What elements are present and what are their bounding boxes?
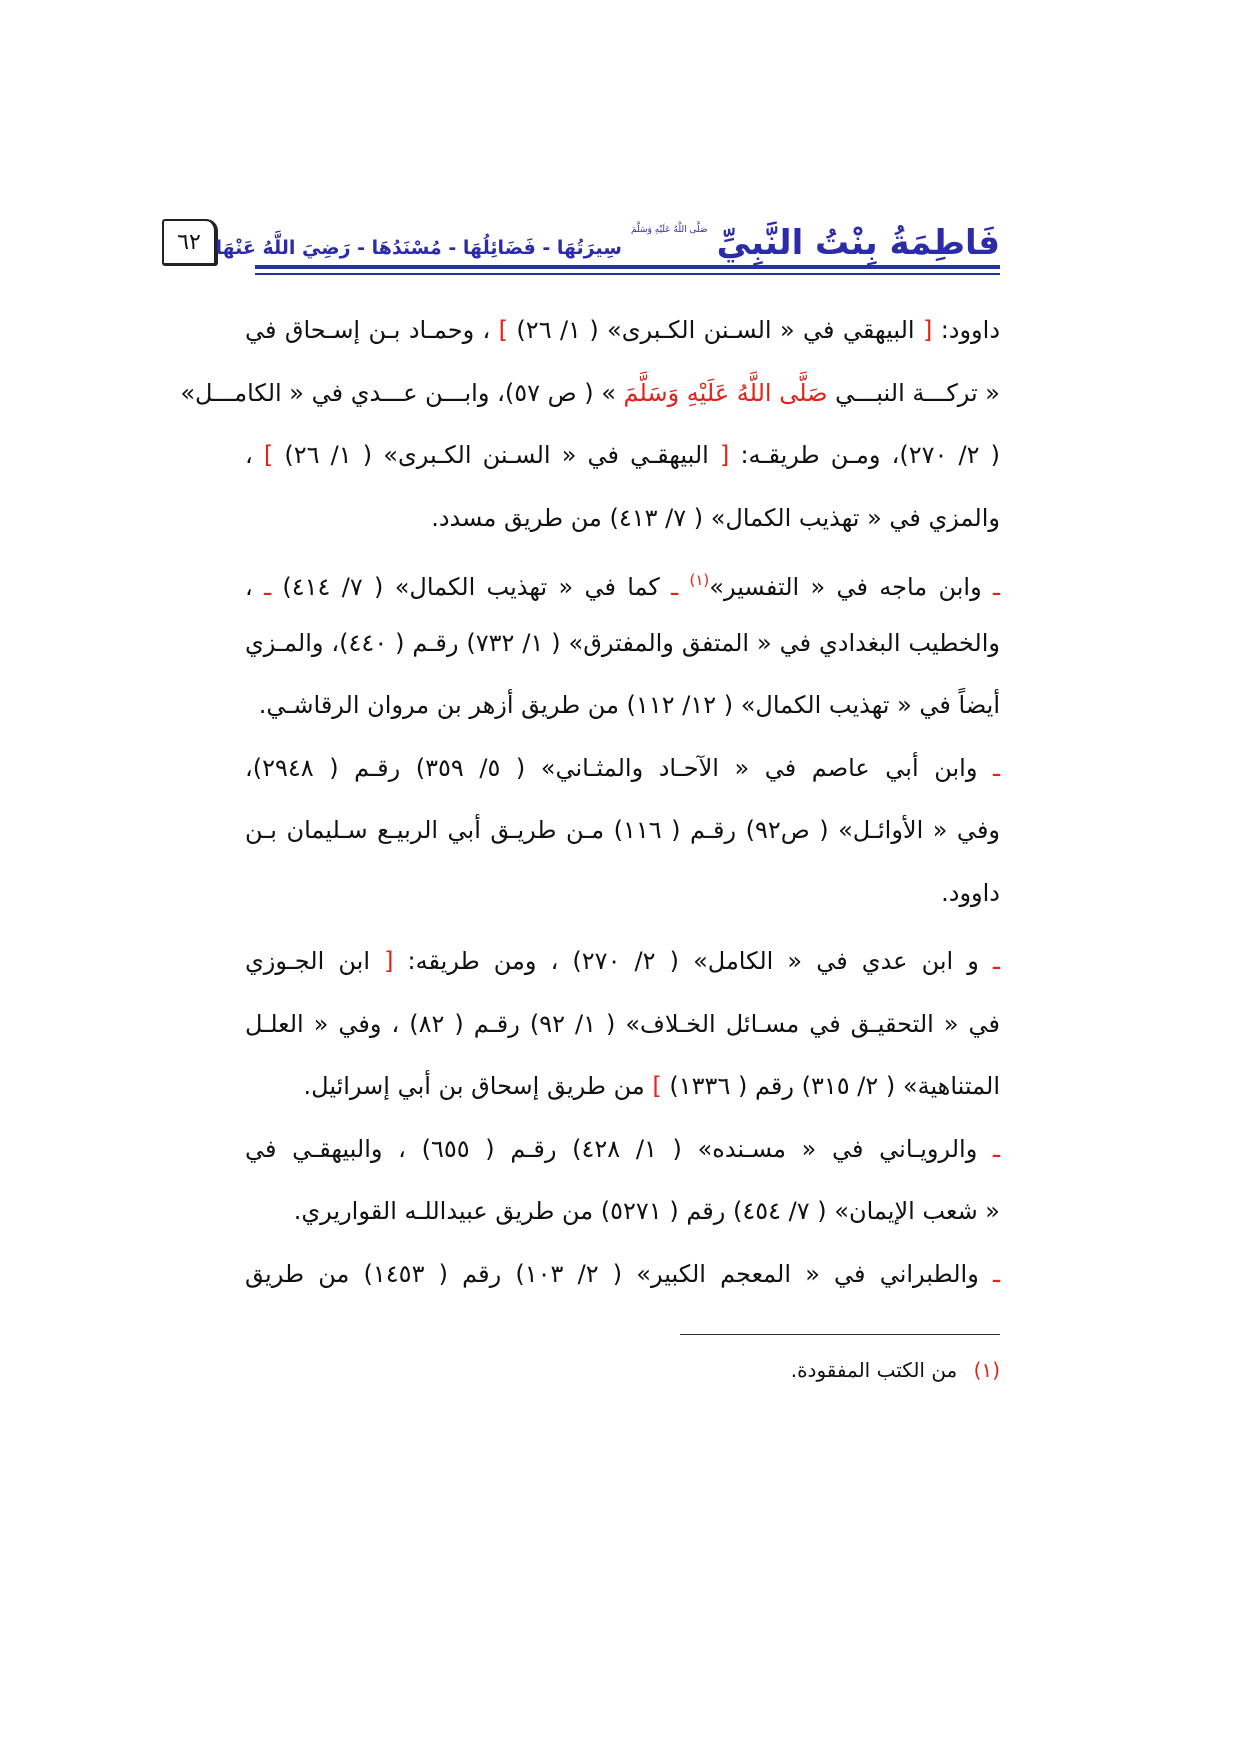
page-number-box <box>162 219 218 266</box>
header-rule-thick <box>255 265 1000 269</box>
paragraph <box>245 737 1000 925</box>
text-segment: ، وحمـاد بـن إسـحاق في <box>245 316 499 344</box>
text-segment: داوود: <box>932 316 1000 344</box>
highlighted-text: ـ <box>992 1259 1000 1288</box>
footnote-ref: (١) <box>689 571 710 589</box>
running-header-title <box>215 190 1000 270</box>
footnote-item <box>245 1350 1000 1390</box>
text-line <box>245 930 1000 993</box>
highlighted-text: [ <box>922 316 933 344</box>
highlighted-text: ـ <box>264 573 272 601</box>
text-line <box>245 862 1000 925</box>
highlighted-text: ] <box>263 441 274 469</box>
footnote-text: من الكتب المفقودة. <box>790 1358 958 1382</box>
highlighted-text: ـ <box>992 1134 1001 1163</box>
text-segment: « تركـــة النبـــي <box>827 378 1000 407</box>
text-segment: أيضاً في « تهذيب الكمال» ( ١٢/ ١١٢) من طريق أزهر بن مروان الرقاشـي. <box>258 691 1000 719</box>
text-line <box>245 799 1000 862</box>
paragraph <box>245 930 1000 1118</box>
text-segment: في « التحقيـق في مسـائل الخـلاف» ( ١/ ٩٢) رقـم ( ٨٢) ، وفي « العلـل <box>245 1009 1000 1038</box>
highlighted-text: ـ <box>992 753 1000 782</box>
text-segment: وابن أبي عاصم في « الآحـاد والمثـاني» ( ٥/ ٣٥٩) رقـم ( ٢٩٤٨)، <box>245 753 993 782</box>
text-line <box>245 612 1000 675</box>
text-segment: وفي « الأوائـل» ( ص٩٢) رقـم ( ١١٦) مـن طريـق أبي الربيـع سـليمان بـن <box>245 816 1001 844</box>
text-segment: داوود. <box>941 878 1000 907</box>
highlighted-text: [ <box>384 947 394 975</box>
text-line <box>245 299 1000 362</box>
text-segment: من طريق إسحاق بن أبي إسرائيل. <box>303 1072 653 1100</box>
book-title: فَاطِمَةُ بِنْتُ النَّبِيِّ <box>716 223 1000 263</box>
text-line <box>245 737 1000 800</box>
text-segment: والطبراني في « المعجم الكبير» ( ٢/ ١٠٣) رقم ( ١٤٥٣) من طريق <box>245 1259 993 1288</box>
text-segment: والمزي في « تهذيب الكمال» ( ٧/ ٤١٣) من طريق مسدد. <box>431 503 1000 532</box>
footnote-marker: (١) <box>973 1358 1000 1382</box>
highlighted-text: ـ <box>992 573 1001 601</box>
text-segment: والرويـاني في « مسـنده» ( ١/ ٤٢٨) رقـم ( ٦٥٥) ، والبيهقـي في <box>245 1134 993 1163</box>
text-line <box>245 1243 1000 1306</box>
text-segment: كما في « تهذيب الكمال» ( ٧/ ٤١٤) <box>271 573 672 601</box>
highlighted-text: ـ <box>992 947 1000 975</box>
text-segment: ، <box>245 573 265 601</box>
paragraph <box>245 1243 1000 1306</box>
text-line <box>180 362 1000 425</box>
text-segment: ابن الجـوزي <box>245 947 385 975</box>
text-line <box>245 674 1000 737</box>
text-line <box>245 1118 1000 1181</box>
honorific-mark: صَلَّى اللَّهُ عَلَيْهِ وَسَلَّمَ <box>631 225 708 235</box>
text-line <box>245 993 1000 1056</box>
text-segment: البيهقـي في « السـنن الكـبرى» ( ١/ ٢٦) <box>273 441 720 469</box>
text-segment: ( ٢/ ٢٧٠)، ومـن طريقـه: <box>729 441 1001 469</box>
text-line <box>245 487 1000 550</box>
book-subtitle: سِيرَتُهَا - فَضَائِلُهَا - مُسْنَدُهَا - رَضِيَ اللَّهُ عَنْهَا <box>215 237 622 259</box>
text-segment: والخطيب البغدادي في « المتفق والمفترق» ( ١/ ٧٣٢) رقـم ( ٤٤٠)، والمـزي <box>245 628 1000 657</box>
highlighted-text: [ <box>719 441 730 469</box>
text-segment: » ( ص ٥٧)، وابـــن عـــدي في « الكامـــل» <box>180 378 624 407</box>
text-segment: « شعب الإيمان» ( ٧/ ٤٥٤) رقم ( ٥٢٧١) من طريق عبيداللـه القواريري. <box>293 1197 1000 1225</box>
text-segment <box>678 573 689 601</box>
text-segment: البيهقي في « السـنن الكـبرى» ( ١/ ٢٦) <box>508 316 923 344</box>
highlighted-text: صَلَّى اللَّهُ عَلَيْهِ وَسَلَّمَ <box>623 378 828 407</box>
header-rule-thin <box>255 273 1000 275</box>
paragraph <box>245 1118 1000 1243</box>
text-line <box>245 1055 1000 1118</box>
paragraph <box>245 549 1000 737</box>
text-line <box>245 1180 1000 1243</box>
highlighted-text: ] <box>498 316 509 344</box>
text-line <box>245 549 1000 612</box>
text-segment: وابن ماجه في « التفسير» <box>709 573 993 601</box>
text-line <box>245 424 1000 487</box>
body-text <box>180 299 1001 1305</box>
page-number: ٦٢ <box>177 229 201 255</box>
text-segment: و ابن عدي في « الكامل» ( ٢/ ٢٧٠) ، ومن طريقه: <box>393 947 993 975</box>
highlighted-text: ـ <box>671 573 679 601</box>
text-segment: ، <box>245 441 264 469</box>
text-segment: المتناهية» ( ٢/ ٣١٥) رقم ( ١٣٣٦) <box>661 1072 1000 1100</box>
footnotes <box>245 1350 1000 1390</box>
footnote-separator <box>680 1334 1000 1335</box>
paragraph <box>180 299 1001 549</box>
highlighted-text: ] <box>652 1072 662 1100</box>
